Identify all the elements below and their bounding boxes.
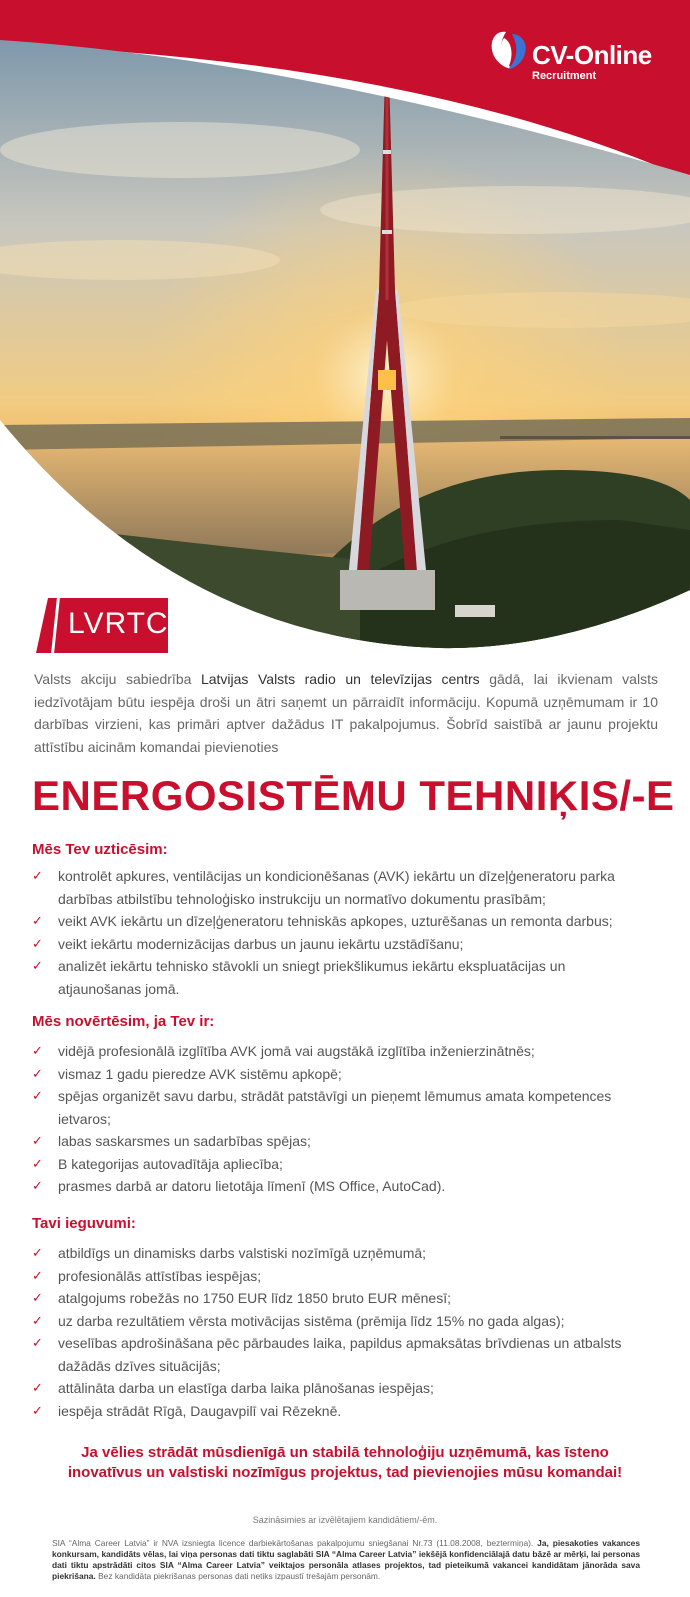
list-item: ✓ prasmes darbā ar datoru lietotāja līmenī (MS Office, AutoCad). <box>32 1175 652 1198</box>
check-icon: ✓ <box>32 1065 43 1081</box>
section-title-benefits: Tavi ieguvumi: <box>32 1215 136 1232</box>
list-item: ✓ iespēja strādāt Rīgā, Daugavpilī vai Rēzeknē. <box>32 1400 652 1423</box>
cv-online-name: CV-Online <box>532 40 652 70</box>
list-item: ✓ analizēt iekārtu tehnisko stāvokli un sniegt priekšlikumus iekārtu ekspluatācijas un atjaunošanas jomā. <box>32 955 652 1000</box>
benefits-list <box>32 1242 652 1422</box>
check-icon: ✓ <box>32 913 43 928</box>
check-icon: ✓ <box>32 1245 43 1260</box>
list-item: ✓ veselības apdrošināšana pēc pārbaudes laika, papildus apmaksātas brīvdienas un atbalsts dažādās dzīves situācijās; <box>32 1332 652 1377</box>
check-icon: ✓ <box>32 1155 43 1171</box>
check-icon: ✓ <box>32 935 43 951</box>
company-intro: Valsts akciju sabiedrība Latvijas Valsts radio un televīzijas centrs gādā, lai ikvienam valsts iedzīvotājam būtu iespēja droši un ātri saņemt un pārraidīt informāciju. Kopumā uzņēmumam ir 10 darbības virzieni, kas primāri aptver dažādus IT pakalpojumus. Šobrīd saistībā ar jaunu projektu attīstību aicinām komandai pievienoties <box>34 671 658 755</box>
list-item: ✓ vidējā profesionālā izglītība AVK jomā vai augstākā izglītība inženierzinātnēs; <box>32 1040 652 1063</box>
lvrtc-logo <box>36 598 168 653</box>
list-item: ✓ vismaz 1 gadu pieredze AVK sistēmu apkopē; <box>32 1063 652 1086</box>
section-title-requirements: Mēs novērtēsim, ja Tev ir: <box>32 1013 215 1030</box>
cv-online-subtitle: Recruitment <box>532 70 597 82</box>
call-to-action: Ja vēlies strādāt mūsdienīgā un stabilā tehnoloģiju uzņēmumā, kas īsteno inovatīvus un valstiski nozīmīgus projektus, tad pievienojies mūsu komandai! <box>67 1444 623 1481</box>
tv-tower-sunset-illustration <box>0 0 690 650</box>
check-icon: ✓ <box>32 958 43 973</box>
list-item: ✓ spējas organizēt savu darbu, strādāt patstāvīgi un pieņemt lēmumus amata kompetences ietvaros; <box>32 1085 652 1130</box>
check-icon: ✓ <box>32 1088 43 1103</box>
list-item: ✓ veikt AVK iekārtu un dīzeļģeneratoru tehniskās apkopes, uzturēšanas un remonta darbus; <box>32 910 652 933</box>
list-item: ✓ B kategorijas autovadītāja apliecība; <box>32 1153 652 1176</box>
responsibilities-list <box>32 865 652 1000</box>
list-item: ✓ kontrolēt apkures, ventilācijas un kondicionēšanas (AVK) iekārtu un dīzeļģeneratoru parka darbības atbilstību tehnoloģisko instrukciju un normatīvo dokumentu prasībām; <box>32 865 652 910</box>
check-icon: ✓ <box>32 1380 43 1395</box>
check-icon: ✓ <box>32 1402 43 1418</box>
list-item: ✓ profesionālās attīstības iespējas; <box>32 1265 652 1288</box>
cv-online-mark-icon <box>486 28 530 72</box>
check-icon: ✓ <box>32 1043 43 1058</box>
list-item: ✓ labas saskarsmes un sadarbības spējas; <box>32 1130 652 1153</box>
check-icon: ✓ <box>32 868 43 883</box>
list-item: ✓ uz darba rezultātiem vērsta motivācijas sistēma (prēmija līdz 15% no gada algas); <box>32 1310 652 1333</box>
lvrtc-logo-text: LVRTC <box>68 607 169 640</box>
list-item: ✓ atbildīgs un dinamisks darbs valstiski nozīmīgā uzņēmumā; <box>32 1242 652 1265</box>
check-icon: ✓ <box>32 1133 43 1148</box>
requirements-list <box>32 1040 652 1198</box>
contact-note: Sazināsimies ar izvēlētajiem kandidātiem/-ēm. <box>252 1515 438 1525</box>
check-icon: ✓ <box>32 1335 43 1350</box>
hero-photo <box>0 0 690 650</box>
company-name: Latvijas Valsts radio un televīzijas centrs <box>200 671 480 687</box>
list-item: ✓ atalgojums robežās no 1750 EUR līdz 1850 bruto EUR mēnesī; <box>32 1287 652 1310</box>
check-icon: ✓ <box>32 1290 43 1305</box>
check-icon: ✓ <box>32 1312 43 1328</box>
list-item: ✓ veikt iekārtu modernizācijas darbus un jaunu iekārtu uzstādīšanu; <box>32 933 652 956</box>
section-title-responsibilities: Mēs Tev uzticēsim: <box>32 841 168 858</box>
list-item: ✓ attālināta darba un elastīga darba laika plānošanas iespējas; <box>32 1377 652 1400</box>
check-icon: ✓ <box>32 1178 43 1193</box>
check-icon: ✓ <box>32 1267 43 1283</box>
legal-notice: SIA “Alma Career Latvia” ir NVA izsniegta licence darbiekārtošanas pakalpojumu sniegšanai Nr.73 (11.08.2008, beztermiņa). Ja, piesakoties vakances konkursam, kandidāts vēlas, lai viņa personas dati tiktu saglabāti SIA “Alma Career Latvia” iekšējā konfidenciālajā datu bāzē ar mērķi, lai personas dati tiktu apstrādāti citos SIA “Alma Career Latvia” veiktajos personāla atlases projektos, tad pieteikumā vakancei kandidātam jānorāda sava piekrišana. Bez kandidāta piekrišanas personas dati netiks izpaustī trešajām personām. <box>52 1538 640 1581</box>
job-title: ENERGOSISTĒMU TEHNIĶIS/-E <box>32 772 675 819</box>
cv-online-logo[interactable] <box>486 28 666 84</box>
